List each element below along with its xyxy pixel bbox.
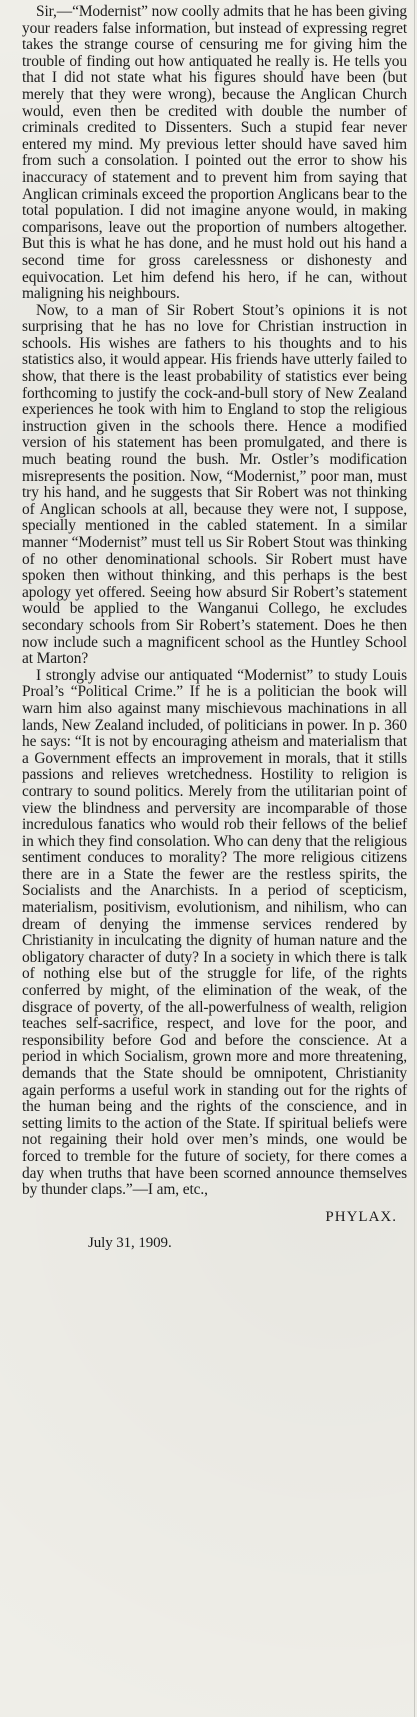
letter-paragraph-1: Sir,—“Modernist” now coolly admits that he has been giving your readers false information, but instead of expressing regret takes the strange course of censuring me for giving him the trouble of finding out how antiquated he really is. He tells you that I did not state what his figures should have been (but merely that they were wrong), because the Anglican Church would, even then be credited with double the number of criminals credited to Dissenters. Such a stupid fear never entered my mind. My previous letter should have saved him from such a consolation. I pointed out the error to show his inaccuracy of statement and to prevent him from saying that Anglican criminals exceed the proportion Anglicans bear to the total population. I did not imagine anyone would, in making comparisons, leave out the proportion of numbers altogether. But this is what he has done, and he must hold out his hand a second time for gross carelessness or dishonesty and equivocation. Let him defend his hero, if he can, without maligning his neighbours. (22, 3, 408, 303)
letter-paragraph-3: I strongly advise our antiquated “Modernist” to study Louis Proal’s “Political Crime.” If he is a politician the book will warn him also against many mischievous machinations in all lands, New Zealand included, of politicians in power. In p. 360 he says: “It is not by encouraging atheism and materialism that a Government effects an improvement in morals, that it stills passions and relieves wretchedness. Hostility to religion is contrary to sound politics. Merely from the utilitarian point of view the blindness and perversity are incomparable of those incredulous fanatics who would rob their fellows of the belief in which they find consolation. Who can deny that the religious sentiment conduces to morality? The more religious citizens there are in a State the fewer are the restless spirits, the Socialists and the Anarchists. In a period of scepticism, materialism, positivism, evolutionism, and nihilism, who can dream of denying the immense services rendered by Christianity in inculcating the dignity of human nature and the obligatory character of duty? In a society in which there is talk of nothing else but of the struggle for life, of the rights conferred by might, of the elimination of the weak, of the disgrace of poverty, of the all-powerfulness of wealth, religion teaches self-sacrifice, respect, and love for the poor, and responsibility before God and before the conscience. At a period in which Socialism, grown more and more threatening, demands that the State should be omnipotent, Christianity again performs a useful work in standing out for the rights of the human being and the rights of the conscience, and in setting limits to the action of the State. If spiritual beliefs were not regaining their hold over men’s minds, one would be forced to tremble for the future of society, for there comes a day when truths that have been scorned announce themselves by thunder claps.”—I am, etc., (22, 666, 407, 1199)
letter-to-editor (22, 4, 407, 1252)
letter-paragraph-2: Now, to a man of Sir Robert Stout’s opinions it is not surprising that he has no love for Christian instruction in schools. His wishes are fathers to his thoughts and to his statistics also, it would appear. His friends have utterly failed to show, that there is the least probability of statistics ever being forthcoming to justify the cock-and-bull story of New Zealand experiences he took with him to England to stop the religious instruction given in the schools there. Hence a modified version of his statement has been promulgated, and there is much beating round the bush. Mr. Ostler’s modification misrepresents the position. Now, “Modernist,” poor man, must try his hand, and he suggests that Sir Robert was not thinking of Anglican schools at all, because they were not, I suppose, specially mentioned in the cabled statement. In a similar manner “Modernist” must tell us Sir Robert Stout was thinking of no other denominational schools. Sir Robert must have spoken then without thinking, and this perhaps is the best apology yet offered. Seeing how absurd Sir Robert’s statement would be applied to the Wanganui Collego, he excludes secondary schools from Sir Robert’s statement. Does he then now include such a magnificent school as the Huntley School at Marton? (22, 301, 407, 668)
column-rule (414, 0, 415, 1717)
signature: PHYLAX. (325, 1208, 397, 1225)
letter-date: July 31, 1909. (88, 1235, 172, 1252)
